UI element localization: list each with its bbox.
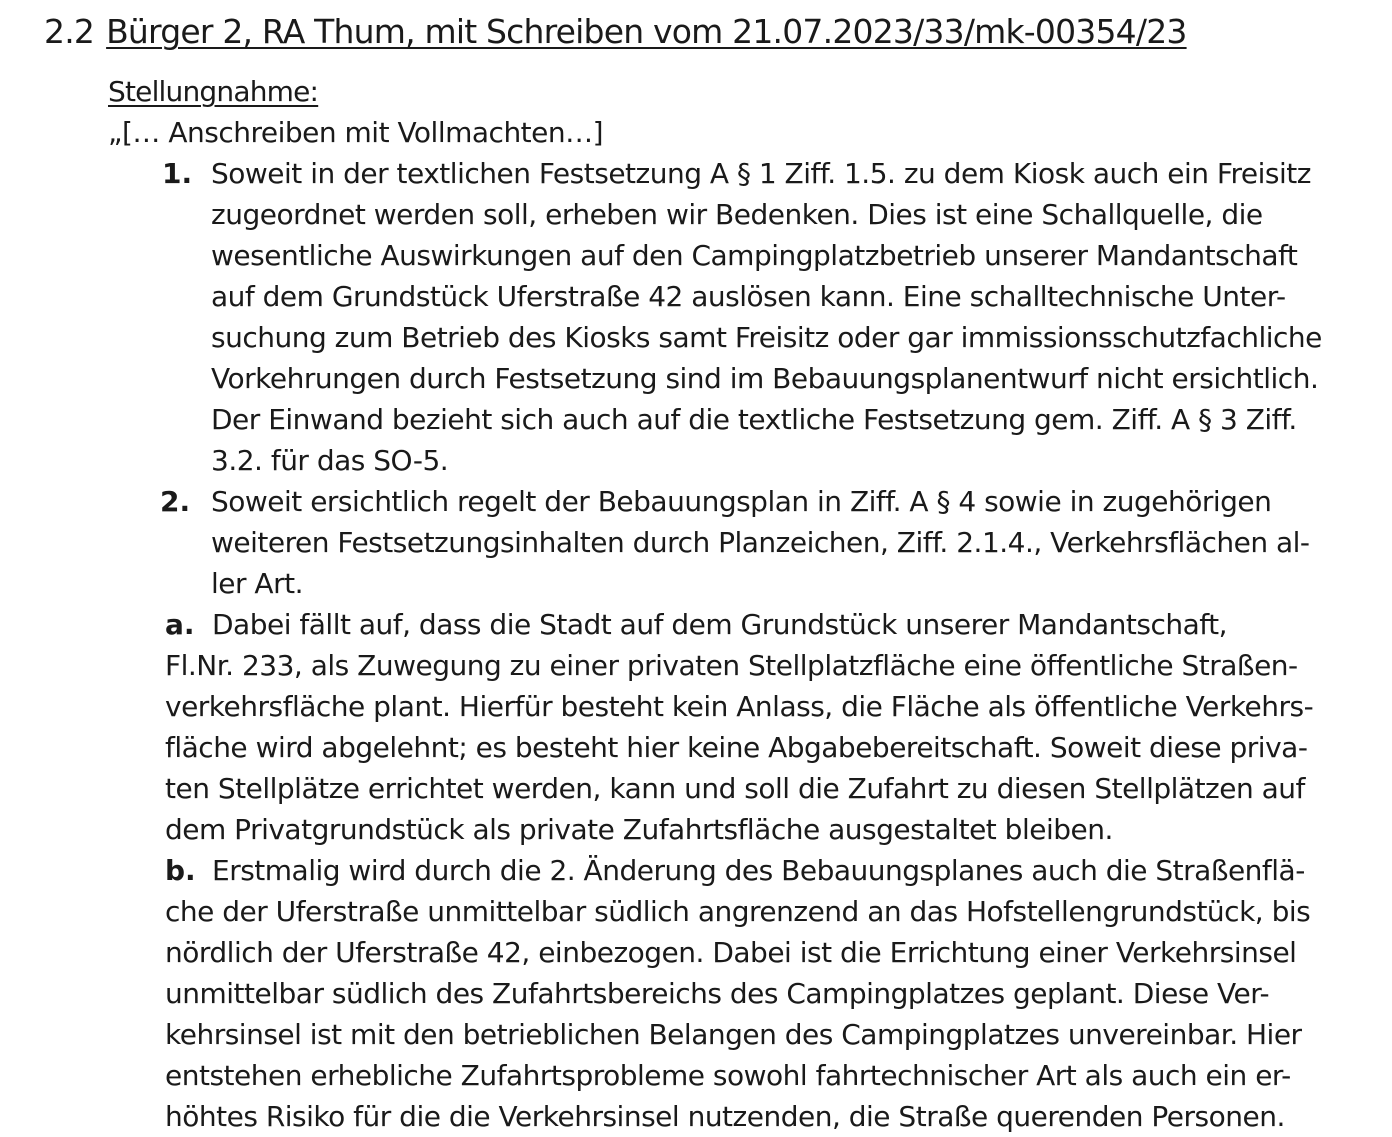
item-2-line: ler Art.	[211, 567, 303, 600]
item-1-marker: 1.	[162, 157, 193, 190]
item-1-line: wesentliche Auswirkungen auf den Campingplatzbetrieb unserer Mandantschaft	[211, 239, 1298, 272]
subitem-a-line: Fl.Nr. 233, als Zuwegung zu einer privaten Stellplatzfläche eine öffentliche Straßen-	[165, 649, 1298, 682]
subitem-b-line: kehrsinsel ist mit den betrieblichen Belangen des Campingplatzes unvereinbar. Hier	[165, 1018, 1302, 1051]
item-1-line: Der Einwand bezieht sich auch auf die textliche Festsetzung gem. Ziff. A § 3 Ziff.	[211, 403, 1297, 436]
item-2-line: weiteren Festsetzungsinhalten durch Planzeichen, Ziff. 2.1.4., Verkehrsflächen al-	[211, 526, 1310, 559]
subitem-b-first-line: Erstmalig wird durch die 2. Änderung des Bebauungsplanes auch die Straßenflä-	[212, 854, 1305, 887]
item-2-marker: 2.	[160, 485, 191, 518]
section-title: Bürger 2, RA Thum, mit Schreiben vom 21.07.2023/33/mk-00354/23	[106, 12, 1187, 51]
subitem-a-first-line: Dabei fällt auf, dass die Stadt auf dem Grundstück unserer Mandantschaft,	[212, 608, 1227, 641]
item-1-line: Soweit in der textlichen Festsetzung A § 1 Ziff. 1.5. zu dem Kiosk auch ein Freisitz	[211, 157, 1311, 190]
subitem-a-marker: a.	[165, 608, 195, 641]
subitem-b-line: che der Uferstraße unmittelbar südlich angrenzend an das Hofstellengrundstück, bis	[165, 895, 1311, 928]
intro-text: „[… Anschreiben mit Vollmachten…]	[108, 116, 604, 149]
item-1-line: suchung zum Betrieb des Kiosks samt Freisitz oder gar immissionsschutzfachliche	[211, 321, 1322, 354]
statement-label: Stellungnahme:	[108, 75, 319, 108]
subitem-a-line: verkehrsfläche plant. Hierfür besteht kein Anlass, die Fläche als öffentliche Verkehrs-	[165, 690, 1314, 723]
item-1-line: Vorkehrungen durch Festsetzung sind im Bebauungsplanentwurf nicht ersichtlich.	[211, 362, 1319, 395]
section-number: 2.2	[44, 12, 95, 51]
subitem-a-line: fläche wird abgelehnt; es besteht hier keine Abgabebereitschaft. Soweit diese priva-	[165, 731, 1308, 764]
subitem-a-line: dem Privatgrundstück als private Zufahrtsfläche ausgestaltet bleiben.	[165, 813, 1113, 846]
subitem-b-line: höhtes Risiko für die die Verkehrsinsel nutzenden, die Straße querenden Personen.	[165, 1100, 1285, 1133]
subitem-b-line: unmittelbar südlich des Zufahrtsbereichs des Campingplatzes geplant. Diese Ver-	[165, 977, 1270, 1010]
item-2-line: Soweit ersichtlich regelt der Bebauungsplan in Ziff. A § 4 sowie in zugehörigen	[211, 485, 1272, 518]
section-heading	[44, 10, 1187, 54]
subitem-b-line: nördlich der Uferstraße 42, einbezogen. Dabei ist die Errichtung einer Verkehrsinsel	[165, 936, 1297, 969]
item-1-line: 3.2. für das SO-5.	[211, 444, 449, 477]
subitem-b-marker: b.	[165, 854, 196, 887]
subitem-b-line: entstehen erhebliche Zufahrtsprobleme sowohl fahrtechnischer Art als auch ein er-	[165, 1059, 1291, 1092]
item-1-line: zugeordnet werden soll, erheben wir Bedenken. Dies ist eine Schallquelle, die	[211, 198, 1263, 231]
item-1-line: auf dem Grundstück Uferstraße 42 auslösen kann. Eine schalltechnische Unter-	[211, 280, 1286, 313]
subitem-a-line: ten Stellplätze errichtet werden, kann und soll die Zufahrt zu diesen Stellplätzen auf	[165, 772, 1305, 805]
